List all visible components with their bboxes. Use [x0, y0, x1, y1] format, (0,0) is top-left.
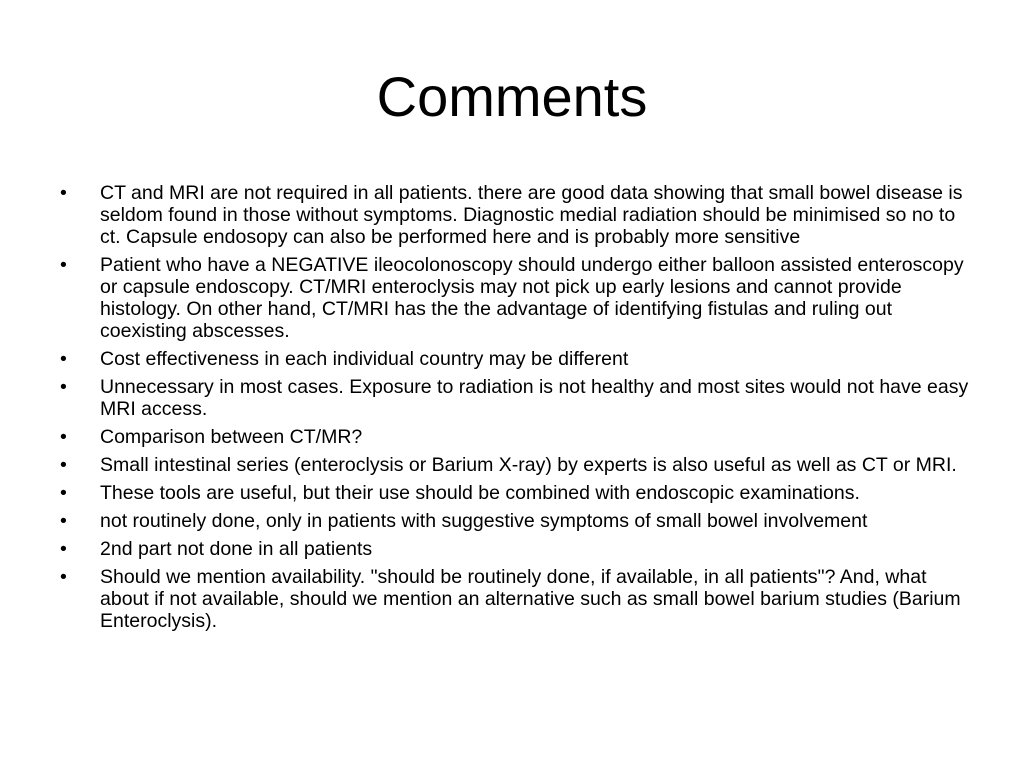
- bullet-text: Small intestinal series (enteroclysis or Barium X-ray) by experts is also useful as well as CT or MRI.: [100, 454, 957, 476]
- bullet-icon: •: [60, 566, 67, 588]
- bullet-list: [60, 182, 970, 638]
- bullet-text: not routinely done, only in patients with suggestive symptoms of small bowel involvement: [100, 510, 868, 532]
- bullet-item: [60, 566, 970, 632]
- bullet-item: [60, 254, 970, 342]
- bullet-text: Unnecessary in most cases. Exposure to radiation is not healthy and most sites would not have easy MRI access.: [100, 376, 969, 420]
- bullet-item: [60, 348, 970, 370]
- bullet-item: [60, 482, 970, 504]
- bullet-icon: •: [60, 454, 67, 476]
- bullet-text: These tools are useful, but their use should be combined with endoscopic examinations.: [100, 482, 860, 504]
- bullet-text: Comparison between CT/MR?: [100, 426, 363, 448]
- bullet-item: [60, 510, 970, 532]
- bullet-icon: •: [60, 348, 67, 370]
- bullet-item: [60, 182, 970, 248]
- bullet-text: CT and MRI are not required in all patients. there are good data showing that small bowel disease is seldom found in those without symptoms. Diagnostic medial radiation should be minimised so no to ct. Capsule endosopy can also be performed here and is probably more sensitive: [100, 182, 963, 248]
- bullet-icon: •: [60, 182, 67, 204]
- bullet-icon: •: [60, 482, 67, 504]
- bullet-icon: •: [60, 426, 67, 448]
- bullet-text: Patient who have a NEGATIVE ileocolonoscopy should undergo either balloon assisted enteroscopy or capsule endoscopy. CT/MRI enteroclysis may not pick up early lesions and cannot provide histology. On other hand, CT/MRI has the the advantage of identifying fistulas and ruling out coexisting abscesses.: [100, 254, 964, 342]
- bullet-item: [60, 538, 970, 560]
- bullet-icon: •: [60, 254, 67, 276]
- bullet-item: [60, 376, 970, 420]
- bullet-item: [60, 454, 970, 476]
- bullet-text: Cost effectiveness in each individual country may be different: [100, 348, 629, 370]
- bullet-text: Should we mention availability. "should be routinely done, if available, in all patients"? And, what about if not available, should we mention an alternative such as small bowel barium studies (Barium Enteroclysis).: [100, 566, 961, 632]
- bullet-icon: •: [60, 510, 67, 532]
- bullet-icon: •: [60, 538, 67, 560]
- bullet-text: 2nd part not done in all patients: [100, 538, 373, 560]
- slide-title: Comments: [376, 65, 648, 128]
- bullet-icon: •: [60, 376, 67, 398]
- bullet-item: [60, 426, 970, 448]
